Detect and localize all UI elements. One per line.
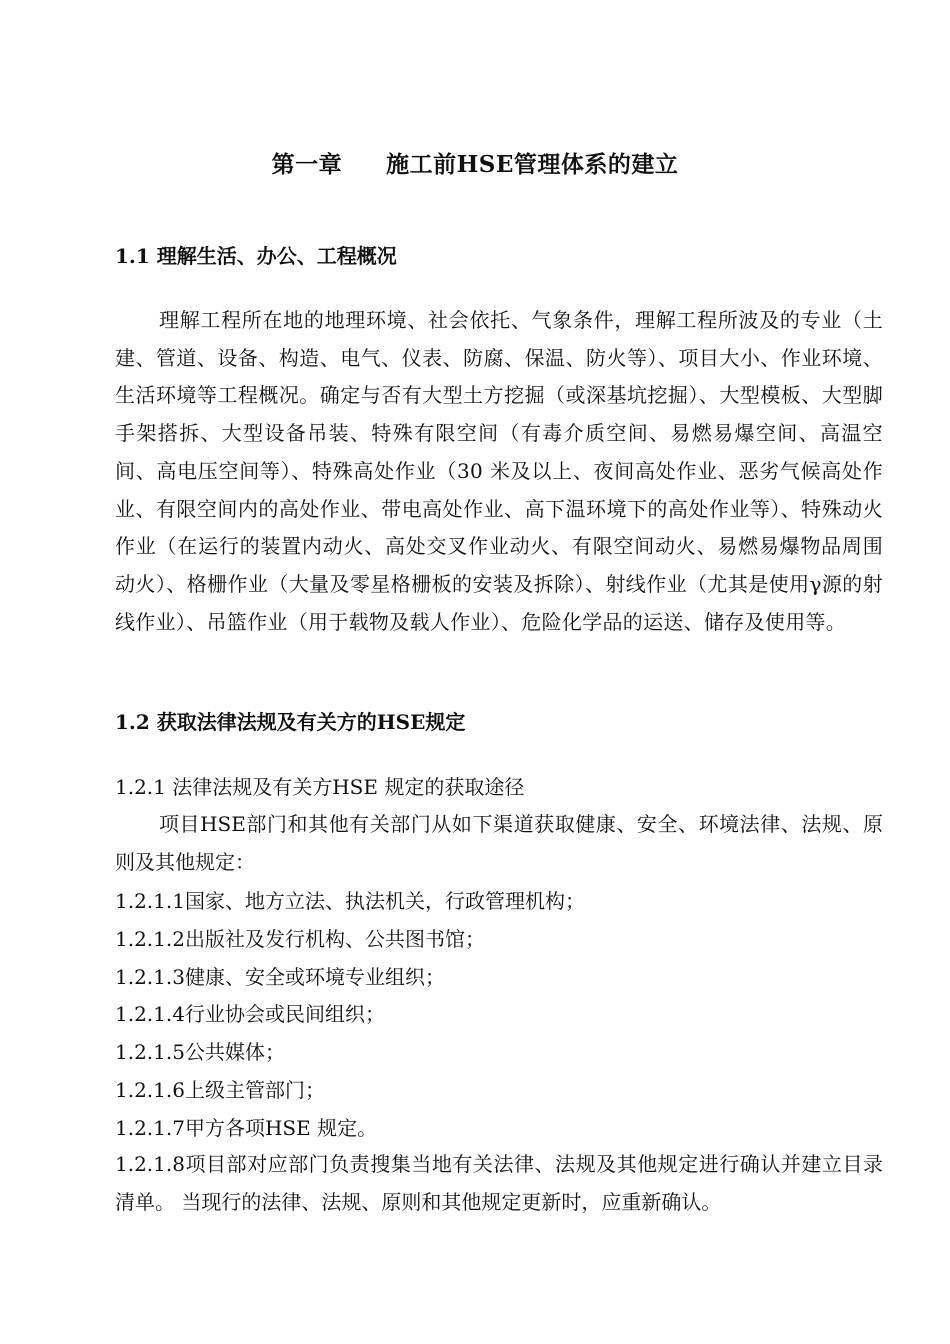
chapter-label: 第一章 xyxy=(271,151,343,178)
section-heading-1-2: 1.2 获取法律法规及有关方的HSE规定 xyxy=(115,710,466,734)
list-item: 1.2.1.3健康、安全或环境专业组织； xyxy=(115,965,445,989)
list-item: 1.2.1.7甲方各项HSE 规定。 xyxy=(115,1116,378,1140)
chapter-title xyxy=(0,148,950,182)
subsection-heading-1-2-1: 1.2.1 法律法规及有关方HSE 规定的获取途径 xyxy=(115,775,525,799)
section-1-1-paragraph: 理解工程所在地的地理环境、社会依托、气象条件，理解工程所波及的专业（土建、管道、设备、构造、电气、仪表、防腐、保温、防火等）、项目大小、作业环境、生活环境等工程概况。确定与否有大型土方挖掘（或深基坑挖掘）、大型模板、大型脚手架搭拆、大型设备吊装、特殊有限空间（有毒介质空间、易燃易爆空间、高温空间、高电压空间等）、特殊高处作业（30 米及以上、夜间高处作业、恶劣气候高处作业、有限空间内的高处作业、带电高处作业、高下温环境下的高处作业等）、特殊动火作业（在运行的装置内动火、高处交叉作业动火、有限空间动火、易燃易爆物品周围动火）、格栅作业（大量及零星格栅板的安装及拆除）、射线作业（尤其是使用γ源的射线作业）、吊篮作业（用于载物及载人作业）、危险化学品的运送、储存及使用等。 xyxy=(115,308,883,634)
list-item: 1.2.1.6上级主管部门； xyxy=(115,1078,325,1102)
list-item: 1.2.1.5公共媒体； xyxy=(115,1040,285,1064)
list-item: 1.2.1.4行业协会或民间组织； xyxy=(115,1002,385,1026)
list-item: 1.2.1.1国家、地方立法、执法机关，行政管理机构； xyxy=(115,889,585,913)
subsection-intro: 项目HSE部门和其他有关部门从如下渠道获取健康、安全、环境法律、法规、原则及其他规定： xyxy=(115,812,883,874)
chapter-name: 施工前HSE管理体系的建立 xyxy=(386,151,679,178)
list-item-last: 1.2.1.8项目部对应部门负责搜集当地有关法律、法规及其他规定进行确认并建立目录清单。 当现行的法律、法规、原则和其他规定更新时，应重新确认。 xyxy=(115,1152,883,1214)
list-item: 1.2.1.2出版社及发行机构、公共图书馆； xyxy=(115,927,485,951)
section-heading-1-1: 1.1 理解生活、办公、工程概况 xyxy=(115,244,397,268)
